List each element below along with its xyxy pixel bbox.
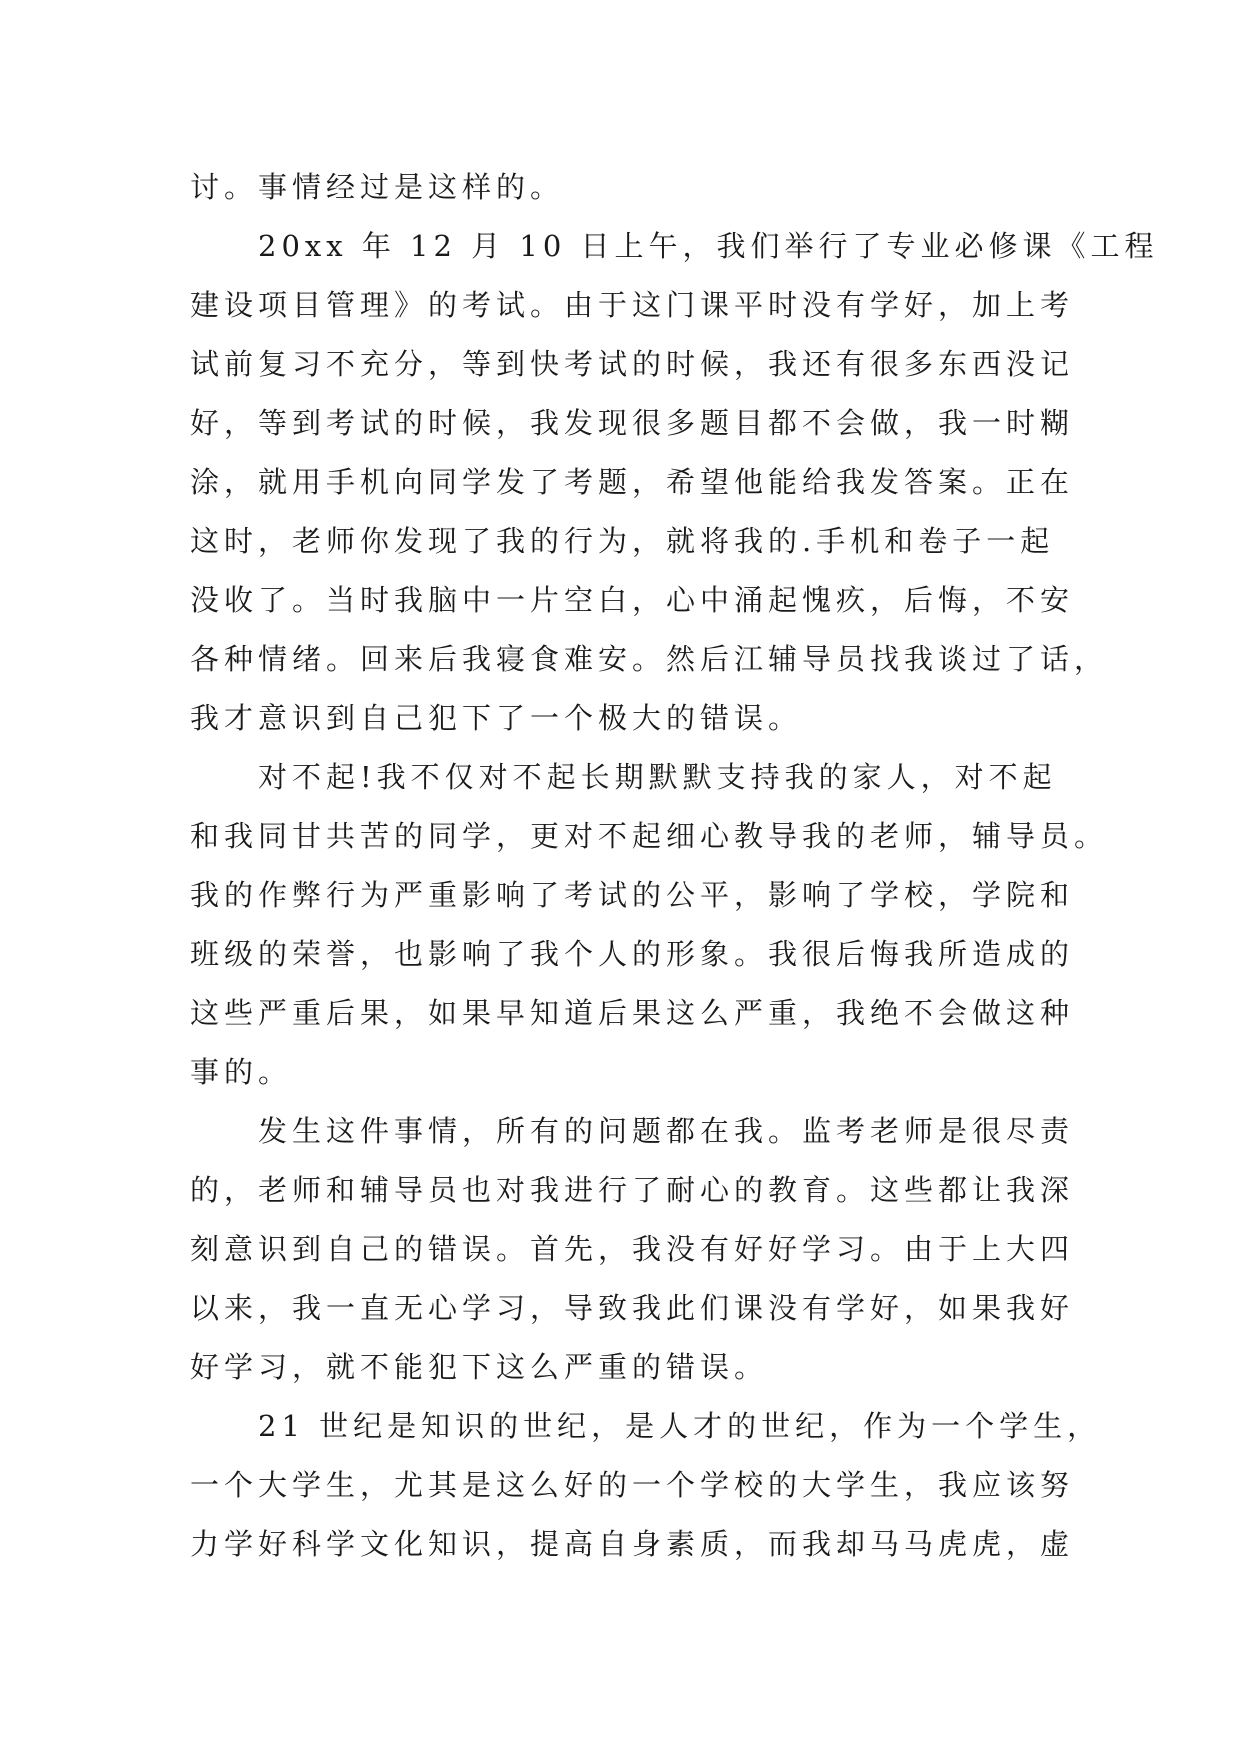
text-line: 力学好科学文化知识，提高自身素质，而我却马马虎虎，虚 [190, 1527, 1075, 1561]
text-line: 建设项目管理》的考试。由于这门课平时没有学好，加上考 [190, 288, 1075, 322]
text-line: 好，等到考试的时候，我发现很多题目都不会做，我一时糊 [190, 406, 1075, 440]
text-line: 的，老师和辅导员也对我进行了耐心的教育。这些都让我深 [190, 1173, 1075, 1207]
text-line: 21 世纪是知识的世纪，是人才的世纪，作为一个学生， [258, 1409, 1102, 1443]
text-line: 20xx 年 12 月 10 日上午，我们举行了专业必修课《工程 [258, 229, 1159, 263]
text-line: 和我同甘共苦的同学，更对不起细心教导我的老师，辅导员。 [190, 819, 1109, 853]
text-line: 事的。 [190, 1055, 293, 1089]
text-line: 一个大学生，尤其是这么好的一个学校的大学生，我应该努 [190, 1468, 1075, 1502]
text-line: 试前复习不充分，等到快考试的时候，我还有很多东西没记 [190, 347, 1075, 381]
text-line: 好学习，就不能犯下这么严重的错误。 [190, 1350, 769, 1384]
text-line: 涂，就用手机向同学发了考题，希望他能给我发答案。正在 [190, 465, 1075, 499]
text-line: 刻意识到自己的错误。首先，我没有好好学习。由于上大四 [190, 1232, 1075, 1266]
text-line: 没收了。当时我脑中一片空白，心中涌起愧疚，后悔，不安 [190, 583, 1075, 617]
body-text [190, 158, 1159, 1574]
text-line: 以来，我一直无心学习，导致我此们课没有学好，如果我好 [190, 1291, 1075, 1325]
text-line: 这些严重后果，如果早知道后果这么严重，我绝不会做这种 [190, 996, 1075, 1030]
text-line: 我的作弊行为严重影响了考试的公平，影响了学校，学院和 [190, 878, 1075, 912]
text-line: 我才意识到自己犯下了一个极大的错误。 [190, 701, 803, 735]
text-line: 讨。事情经过是这样的。 [190, 170, 565, 204]
text-line: 班级的荣誉，也影响了我个人的形象。我很后悔我所造成的 [190, 937, 1075, 971]
text-line: 这时，老师你发现了我的行为，就将我的.手机和卷子一起 [190, 524, 1055, 558]
text-line: 发生这件事情，所有的问题都在我。监考老师是很尽责 [258, 1114, 1075, 1148]
text-line: 对不起!我不仅对不起长期默默支持我的家人，对不起 [258, 760, 1057, 794]
text-line: 各种情绪。回来后我寝食难安。然后江辅导员找我谈过了话， [190, 642, 1109, 676]
